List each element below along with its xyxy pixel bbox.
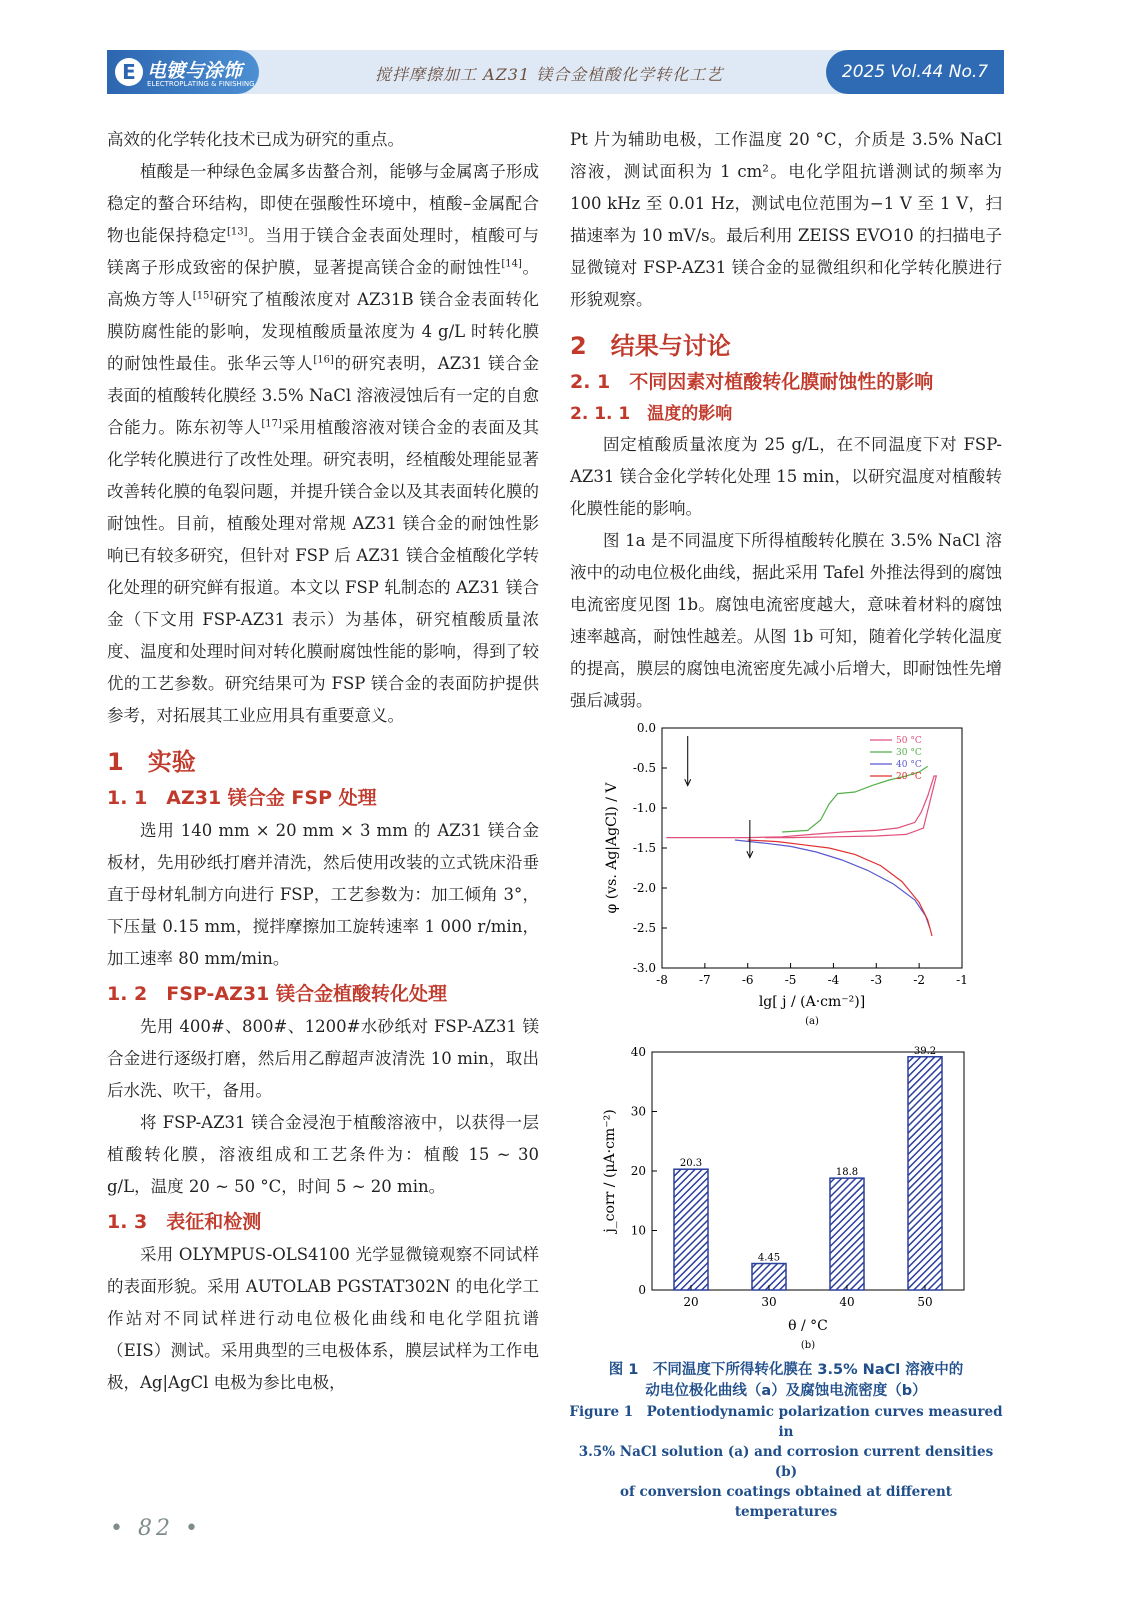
subsection-heading: 1. 2 FSP-AZ31 镁合金植酸转化处理 bbox=[107, 983, 447, 1005]
x-tick-label: -4 bbox=[827, 973, 840, 987]
y-axis-label: j_corr / (μA·cm⁻²) bbox=[602, 1109, 618, 1233]
paragraph: Pt 片为辅助电极，工作温度 20 °C，介质是 3.5% NaCl 溶液，测试面积为 1 cm²。电化学阻抗谱测试的频率为 100 kHz 至 0.01 Hz，测试电位范围为−1 V 至 1 V，扫描速率为 10 mV/s。最后利用 ZEISS EVO10 的扫描电子显微镜对 FSP-AZ31 镁合金的显微组织和化学转化膜进行形貌观察。 bbox=[570, 130, 1002, 309]
y-tick-label: 20 bbox=[630, 1164, 646, 1178]
logo-icon: E bbox=[115, 58, 143, 86]
bar-value-label: 39.2 bbox=[913, 1045, 937, 1057]
figure-caption bbox=[568, 1360, 1004, 1522]
x-tick-label: 30 bbox=[761, 1295, 777, 1309]
x-tick-label: 20 bbox=[683, 1295, 699, 1309]
current-density-chart bbox=[590, 1040, 990, 1360]
panel-label: (b) bbox=[800, 1340, 816, 1351]
right-column bbox=[570, 124, 1002, 717]
legend-label: 50 °C bbox=[896, 736, 922, 746]
bar bbox=[674, 1169, 708, 1290]
y-tick-label: 0.0 bbox=[636, 722, 656, 735]
y-tick-label: -3.0 bbox=[632, 961, 656, 975]
left-column bbox=[107, 124, 539, 1399]
paragraph: 图 1a 是不同温度下所得植酸转化膜在 3.5% NaCl 溶液中的动电位极化曲线，据此采用 Tafel 外推法得到的腐蚀电流密度见图 1b。腐蚀电流密度越大，意味着材料的腐蚀速率越高，耐蚀性越差。从图 1b 可知，随着化学转化温度的提高，膜层的腐蚀电流密度先减小后增大，即耐蚀性先增强后减弱。 bbox=[570, 531, 1002, 710]
x-tick-label: 40 bbox=[839, 1295, 855, 1309]
bar-value-label: 18.8 bbox=[835, 1167, 859, 1179]
y-tick-label: 30 bbox=[630, 1104, 646, 1119]
paragraph: 高效的化学转化技术已成为研究的重点。 bbox=[107, 130, 404, 149]
issue-info: 2025 Vol.44 No.7 bbox=[826, 50, 1004, 94]
series-line bbox=[748, 840, 932, 936]
x-tick-label: -2 bbox=[913, 973, 925, 987]
paragraph: 先用 400#、800#、1200#水砂纸对 FSP-AZ31 镁合金进行逐级打磨，然后用乙醇超声波清洗 10 min，取出后水洗、吹干，备用。 bbox=[107, 1017, 539, 1100]
panel-label: (a) bbox=[805, 1016, 819, 1027]
caption-cn-line: 图 1 不同温度下所得转化膜在 3.5% NaCl 溶液中的 bbox=[608, 1362, 964, 1378]
caption-en-line: Figure 1 Potentiodynamic polarization curves measured in bbox=[569, 1404, 1003, 1440]
polarization-chart bbox=[590, 722, 990, 1042]
subsubsection-heading: 2. 1. 1 温度的影响 bbox=[570, 404, 733, 424]
page-header bbox=[107, 50, 1004, 94]
y-tick-label: -2.5 bbox=[632, 921, 656, 935]
y-tick-label: 0 bbox=[638, 1283, 646, 1297]
y-tick-label: -1.0 bbox=[632, 801, 656, 815]
section-heading: 2 结果与讨论 bbox=[570, 332, 731, 360]
bar bbox=[908, 1057, 942, 1290]
bar-value-label: 4.45 bbox=[757, 1252, 781, 1264]
bar-value-label: 20.3 bbox=[679, 1158, 703, 1170]
section-heading: 1 实验 bbox=[107, 748, 196, 776]
x-axis-label: θ / °C bbox=[788, 1318, 828, 1334]
running-title: 搅拌摩擦加工 AZ31 镁合金植酸化学转化工艺 bbox=[375, 65, 724, 84]
subsection-heading: 2. 1 不同因素对植酸转化膜耐蚀性的影响 bbox=[570, 371, 934, 393]
x-tick-label: -3 bbox=[870, 973, 883, 987]
legend-label: 20 °C bbox=[896, 772, 922, 782]
page-number: • 82 • bbox=[110, 1516, 202, 1541]
y-tick-label: 40 bbox=[630, 1045, 646, 1059]
caption-en-line: 3.5% NaCl solution (a) and corrosion current densities (b) bbox=[578, 1444, 994, 1480]
y-tick-label: 10 bbox=[630, 1223, 646, 1238]
legend-label: 30 °C bbox=[896, 748, 922, 758]
paragraph: 固定植酸质量浓度为 25 g/L，在不同温度下对 FSP-AZ31 镁合金化学转化处理 15 min，以研究温度对植酸转化膜性能的影响。 bbox=[570, 435, 1002, 518]
x-tick-label: -7 bbox=[699, 973, 711, 987]
logo-text-cn: 电镀与涂饰 bbox=[147, 60, 243, 82]
journal-logo bbox=[107, 50, 259, 94]
y-tick-label: -1.5 bbox=[632, 841, 656, 855]
x-tick-label: -8 bbox=[656, 973, 668, 987]
x-tick-label: 50 bbox=[917, 1295, 933, 1309]
bar bbox=[830, 1178, 864, 1290]
paragraph: 将 FSP-AZ31 镁合金浸泡于植酸溶液中，以获得一层植酸转化膜，溶液组成和工艺条件为：植酸 15 ~ 30 g/L，温度 20 ~ 50 °C，时间 5 ~ 20 min。 bbox=[107, 1113, 539, 1196]
logo-text-en: ELECTROPLATING & FINISHING bbox=[147, 80, 255, 88]
x-axis-label: lg[ j / (A·cm⁻²)] bbox=[758, 994, 866, 1010]
caption-en-line: of conversion coatings obtained at different temperatures bbox=[619, 1484, 952, 1520]
x-tick-label: -5 bbox=[784, 973, 797, 987]
series-line bbox=[666, 776, 936, 838]
y-tick-label: -0.5 bbox=[632, 761, 656, 775]
x-tick-label: -6 bbox=[741, 973, 754, 987]
subsection-heading: 1. 3 表征和检测 bbox=[107, 1211, 262, 1233]
paragraph: 采用 OLYMPUS-OLS4100 光学显微镜观察不同试样的表面形貌。采用 AUTOLAB PGSTAT302N 的电化学工作站对不同试样进行动电位极化曲线和电化学阻抗谱（EIS）测试。采用典型的三电极体系，膜层试样为工作电极，Ag|AgCl 电极为参比电极， bbox=[107, 1245, 539, 1392]
legend-label: 40 °C bbox=[896, 760, 922, 770]
paragraph: 植酸是一种绿色金属多齿螯合剂，能够与金属离子形成稳定的螯合环结构，即使在强酸性环境中，植酸–金属配合物也能保持稳定[13]。当用于镁合金表面处理时，植酸可与镁离子形成致密的保护膜，显著提高镁合金的耐蚀性[14]。高焕方等人[15]研究了植酸浓度对 AZ31B 镁合金表面转化膜防腐性能的影响，发现植酸质量浓度为 4 g/L 时转化膜的耐蚀性最佳。张华云等人[16]的研究表明，AZ31 镁合金表面的植酸转化膜经 3.5% NaCl 溶液浸蚀后有一定的自愈合能力。陈东初等人[17]采用植酸溶液对镁合金的表面及其化学转化膜进行了改性处理。研究表明，经植酸处理能显著改善转化膜的龟裂问题，并提升镁合金以及其表面转化膜的耐蚀性。目前，植酸处理对常规 AZ31 镁合金的耐蚀性影响已有较多研究，但针对 FSP 后 AZ31 镁合金植酸化学转化处理的研究鲜有报道。本文以 FSP 轧制态的 AZ31 镁合金（下文用 FSP-AZ31 表示）为基体，研究植酸质量浓度、温度和处理时间对转化膜耐腐蚀性能的影响，得到了较优的工艺参数。研究结果可为 FSP 镁合金的表面防护提供参考，对拓展其工业应用具有重要意义。 bbox=[107, 162, 540, 725]
paragraph: 选用 140 mm × 20 mm × 3 mm 的 AZ31 镁合金板材，先用砂纸打磨并清洗，然后使用改装的立式铣床沿垂直于母材轧制方向进行 FSP，工艺参数为：加工倾角 3°，下压量 0.15 mm，搅拌摩擦加工旋转速率 1 000 r/min，加工速率 80 mm/min。 bbox=[107, 821, 539, 968]
y-axis-label: φ (vs. Ag|AgCl) / V bbox=[604, 782, 620, 914]
y-tick-label: -2.0 bbox=[632, 881, 656, 895]
subsection-heading: 1. 1 AZ31 镁合金 FSP 处理 bbox=[107, 787, 377, 809]
x-tick-label: -1 bbox=[956, 973, 968, 987]
series-line bbox=[735, 840, 930, 928]
caption-cn-line: 动电位极化曲线（a）及腐蚀电流密度（b） bbox=[645, 1383, 927, 1399]
